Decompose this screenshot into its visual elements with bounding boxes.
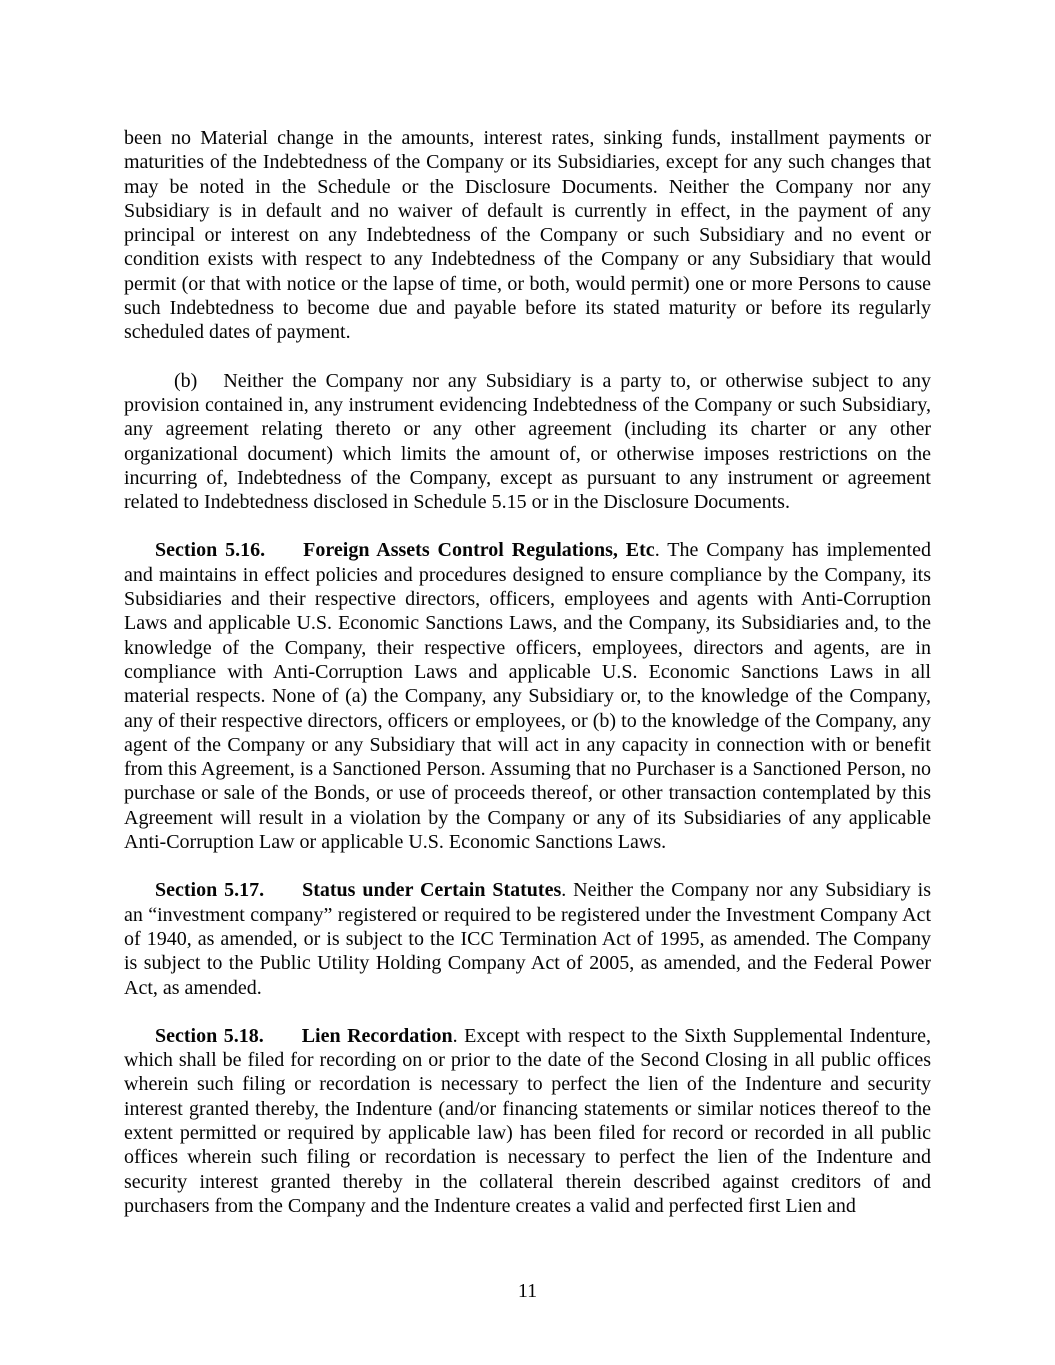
section-body-text: . Except with respect to the Sixth Supplemental Indenture, which shall be filed for recording on or prior to the date of the Second Closing in all public offices wherein such filing or recordation is necessary to perfect the lien of the Indenture and security interest granted thereby, the Indenture (and/or financing statements or similar notices thereof to the extent permitted or required by applicable law) has been filed for record or recorded in all public offices wherein such filing or recordation is necessary to perfect the lien of the Indenture and security interest granted thereby in the collateral therein described against creditors of and purchasers from the Company and the Indenture creates a valid and perfected first Lien and — [124, 1024, 932, 1217]
clause-b-label: (b) — [174, 369, 198, 392]
clause-b-text: Neither the Company nor any Subsidiary is a party to, or otherwise subject to any provision contained in, any instrument evidencing Indebtedness of the Company or such Subsidiary, any agreement relating thereto or any other agreement (including its charter or any other organizational document) which limits the amount of, or otherwise imposes restrictions on the incurring of, Indebtedness of the Company, except as pursuant to any instrument or agreement related to Indebtedness disclosed in Schedule 5.15 or in the Disclosure Documents. — [124, 369, 931, 514]
section-title: Status under Certain Statutes — [302, 879, 562, 902]
section-number: Section 5.17. — [155, 879, 265, 902]
section-5-18 — [124, 1024, 931, 1218]
section-body-text: . The Company has implemented and maintains in effect policies and procedures designed to ensure compliance by the Company, its Subsidiaries and their respective directors, officers, employees and agents with Anti-Corruption Laws and applicable U.S. Economic Sanctions Laws, and the Company, its Subsidiaries and, to the knowledge of the Company, their respective officers, employees, directors and agents, are in compliance with Anti-Corruption Laws and applicable U.S. Economic Sanctions Laws in all material respects. None of (a) the Company, any Subsidiary or, to the knowledge of the Company, any of their respective directors, officers or employees, or (b) to the knowledge of the Company, any agent of the Company or any Subsidiary that will act in any capacity in connection with or benefit from this Agreement, is a Sanctioned Person. Assuming that no Purchaser is a Sanctioned Person, no purchase or sale of the Bonds, or use of proceeds thereof, or other transaction contemplated by this Agreement will result in a violation by the Company or any of its Subsidiaries of any applicable Anti-Corruption Law or applicable U.S. Economic Sanctions Laws. — [124, 539, 931, 854]
paragraph-continuation: been no Material change in the amounts, interest rates, sinking funds, installment payments or maturities of the Indebtedness of the Company or its Subsidiaries, except for any such changes that may be noted in the Schedule or the Disclosure Documents. Neither the Company nor any Subsidiary is in default and no waiver of default is currently in effect, in the payment of any principal or interest on any Indebtedness of the Company or such Subsidiary and no event or condition exists with respect to any Indebtedness of the Company or any Subsidiary that would permit (or that with notice or the lapse of time, or both, would permit) one or more Persons to cause such Indebtedness to become due and payable before its stated maturity or before its regularly scheduled dates of payment. — [124, 127, 931, 344]
section-number: Section 5.16. — [155, 539, 266, 562]
section-title: Foreign Assets Control Regulations, Etc — [303, 539, 655, 562]
section-title: Lien Recordation — [301, 1024, 453, 1047]
section-body-text: . Neither the Company nor any Subsidiary is an “investment company” registered or required to be registered under the Investment Company Act of 1940, as amended, or is subject to the ICC Termination Act of 1995, as amended. The Company is subject to the Public Utility Holding Company Act of 2005, as amended, and the Federal Power Act, as amended. — [124, 879, 931, 999]
section-5-17 — [124, 878, 931, 999]
section-5-16 — [124, 538, 931, 854]
paragraph-clause-b — [124, 369, 931, 515]
section-number: Section 5.18. — [155, 1024, 264, 1047]
page-number: 11 — [517, 1280, 538, 1302]
document-body — [124, 126, 931, 1242]
